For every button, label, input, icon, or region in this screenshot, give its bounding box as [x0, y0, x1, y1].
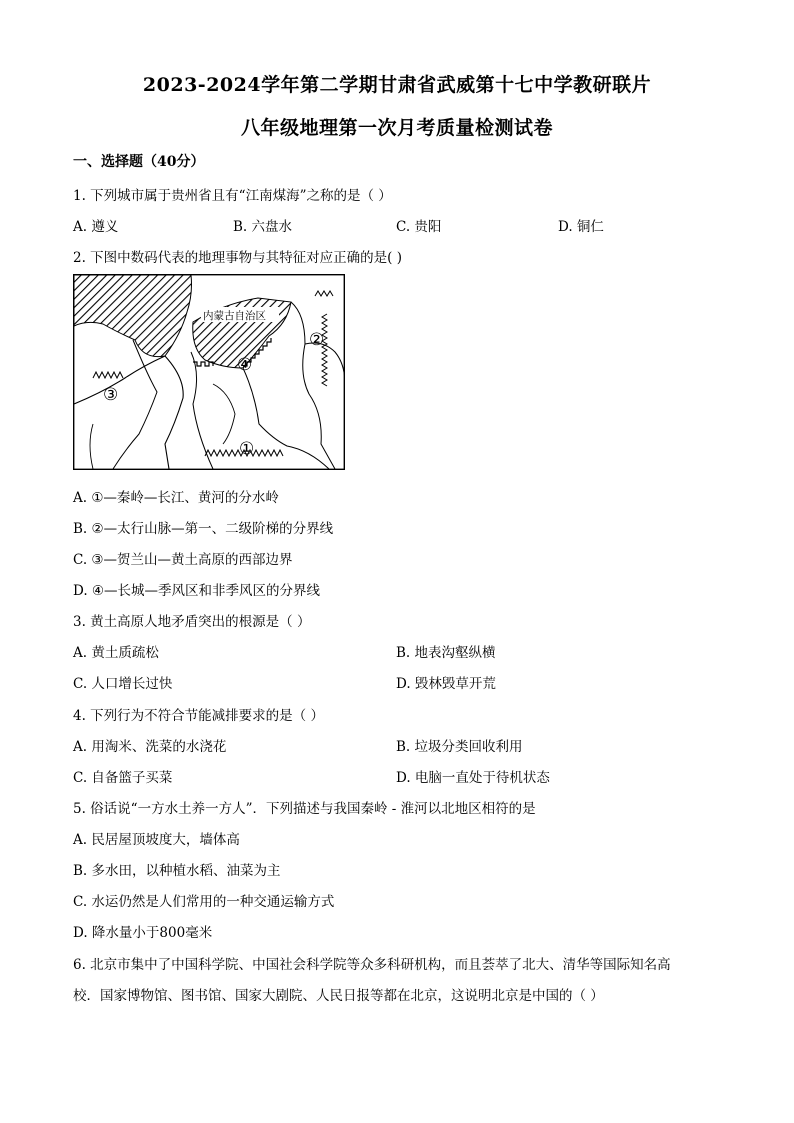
map-marker-2: ②: [309, 330, 325, 350]
q5-option-b: B. 多水田，以种植水稻、油菜为主: [73, 863, 281, 879]
q5-option-d: D. 降水量小于800毫米: [73, 925, 213, 941]
q1-option-c: C. 贵阳: [396, 219, 442, 235]
question-1-stem: 1. 下列城市属于贵州省且有“江南煤海”之称的是（ ）: [73, 188, 392, 204]
q1-option-d: D. 铜仁: [558, 219, 604, 235]
map-marker-4: ④: [237, 355, 253, 375]
section-heading: 一、选择题（40分）: [73, 154, 205, 170]
q1-option-a: A. 遵义: [73, 219, 119, 235]
exam-title-line1: 2023-2024学年第二学期甘肃省武威第十七中学教研联片: [142, 74, 652, 96]
q3-option-c: C. 人口增长过快: [73, 676, 173, 692]
question-4-stem: 4. 下列行为不符合节能减排要求的是（ ）: [73, 708, 324, 724]
question-2-stem: 2. 下图中数码代表的地理事物与其特征对应正确的是( ): [73, 250, 402, 266]
q4-option-b: B. 垃圾分类回收利用: [396, 739, 523, 755]
q2-option-c: C. ③—贺兰山—黄土高原的西部边界: [73, 552, 293, 568]
q4-option-a: A. 用淘米、洗菜的水浇花: [73, 739, 227, 755]
q4-option-c: C. 自备篮子买菜: [73, 770, 173, 786]
geography-map: [73, 274, 345, 470]
exam-title-line2: 八年级地理第一次月考质量检测试卷: [240, 117, 553, 139]
q5-option-a: A. 民居屋顶坡度大，墙体高: [73, 832, 240, 848]
q3-option-b: B. 地表沟壑纵横: [396, 645, 496, 661]
question-6-line2: 校．国家博物馆、图书馆、国家大剧院、人民日报等都在北京，这说明北京是中国的（ ）: [73, 988, 604, 1004]
map-label-inner-mongolia: 内蒙古自治区: [203, 310, 266, 322]
question-5-stem: 5. 俗话说“一方水土养一方人”．下列描述与我国秦岭 - 淮河以北地区相符的是: [73, 801, 536, 817]
q4-option-d: D. 电脑一直处于待机状态: [396, 770, 550, 786]
q2-option-d: D. ④—长城—季风区和非季风区的分界线: [73, 583, 321, 599]
map-marker-3: ③: [103, 385, 119, 405]
question-6-line1: 6. 北京市集中了中国科学院、中国社会科学院等众多科研机构，而且荟萃了北大、清华等国际知名高: [73, 957, 671, 973]
question-3-stem: 3. 黄土高原人地矛盾突出的根源是（ ）: [73, 614, 311, 630]
q3-option-a: A. 黄土质疏松: [73, 645, 159, 661]
q2-option-a: A. ①—秦岭—长江、黄河的分水岭: [73, 490, 279, 506]
q3-option-d: D. 毁林毁草开荒: [396, 676, 496, 692]
q2-option-b: B. ②—太行山脉—第一、二级阶梯的分界线: [73, 521, 334, 537]
map-marker-1: ①: [239, 439, 255, 459]
q5-option-c: C. 水运仍然是人们常用的一种交通运输方式: [73, 894, 335, 910]
q1-option-b: B. 六盘水: [233, 219, 293, 235]
